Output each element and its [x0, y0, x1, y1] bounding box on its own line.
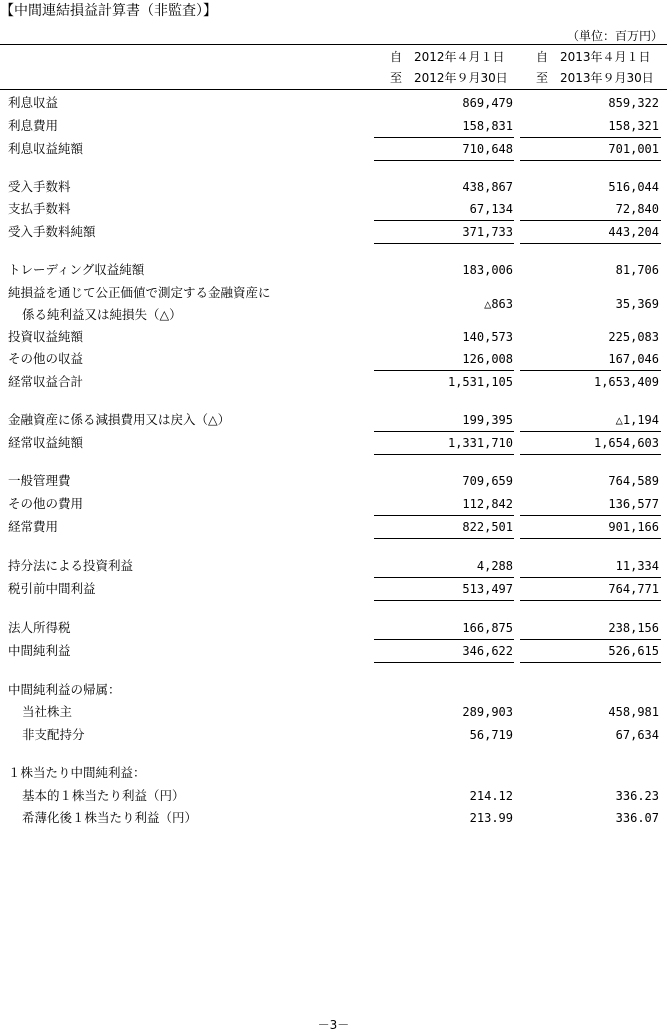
row-label: 金融資産に係る減損費用又は戻入（△） [8, 412, 231, 427]
row-label: 持分法による投資利益 [8, 558, 134, 573]
col2-period-start: 自 2013年４月１日 [536, 50, 651, 64]
row-value-2012: 346,622 [462, 644, 513, 658]
row-value-2013: 701,001 [608, 142, 659, 156]
row-value-2012: 140,573 [462, 330, 513, 344]
row-value-2012: 1,331,710 [447, 436, 513, 450]
page-number: －3－ [317, 1018, 350, 1032]
table-row [0, 115, 667, 137]
header-top-rule [0, 44, 667, 45]
table-row [0, 701, 667, 723]
table-row [0, 259, 667, 281]
row-value-2012: 822,501 [462, 520, 513, 534]
table-row [0, 282, 667, 324]
total-rule [520, 160, 661, 161]
table-row [0, 724, 667, 746]
row-value-2013: 336.07 [615, 811, 659, 825]
total-rule [520, 600, 661, 601]
total-rule [374, 600, 514, 601]
row-label-continued: 係る純利益又は純損失（△） [22, 307, 182, 322]
row-label: 支払手数料 [8, 201, 71, 216]
row-value-2013: 67,634 [615, 728, 659, 742]
table-row [0, 617, 667, 639]
row-value-2013: 516,044 [608, 180, 659, 194]
statement-title: 【中間連結損益計算書（非監査）】 [0, 3, 217, 19]
row-value-2013: 764,771 [608, 582, 659, 596]
row-value-2012: 4,288 [476, 559, 513, 573]
row-label: 中間純利益の帰属： [8, 682, 121, 697]
row-value-2013: 35,369 [615, 297, 659, 311]
row-value-2013: 443,204 [608, 225, 659, 239]
row-value-2012: 56,719 [469, 728, 513, 742]
row-label: 希薄化後１株当たり利益（円） [22, 810, 198, 825]
row-value-2012: 289,903 [462, 705, 513, 719]
row-value-2012: 214.12 [469, 789, 513, 803]
row-value-2012: 183,006 [462, 263, 513, 277]
row-value-2013: 238,156 [608, 621, 659, 635]
row-label: その他の費用 [8, 496, 84, 511]
row-label: 純損益を通じて公正価値で測定する金融資産に [8, 285, 271, 300]
table-row [0, 762, 667, 784]
row-label: 経常収益純額 [8, 435, 84, 450]
total-rule [374, 243, 514, 244]
table-row [0, 198, 667, 220]
table-row [0, 326, 667, 348]
row-label: 経常収益合計 [8, 374, 84, 389]
row-value-2013: 859,322 [608, 96, 659, 110]
row-label: 経常費用 [8, 519, 59, 534]
total-rule [374, 454, 514, 455]
table-row [0, 578, 667, 600]
row-value-2013: 764,589 [608, 474, 659, 488]
table-row [0, 516, 667, 538]
row-label: 基本的１株当たり利益（円） [22, 788, 185, 803]
row-value-2013: 526,615 [608, 644, 659, 658]
row-value-2012: 199,395 [462, 413, 513, 427]
table-row [0, 807, 667, 829]
table-row [0, 138, 667, 160]
total-rule [520, 538, 661, 539]
row-value-2012: 158,831 [462, 119, 513, 133]
row-value-2012: 869,479 [462, 96, 513, 110]
row-label: 受入手数料 [8, 179, 71, 194]
col2-period-end: 至 2013年９月30日 [536, 71, 654, 85]
row-label: 法人所得税 [8, 620, 71, 635]
row-value-2013: 458,981 [608, 705, 659, 719]
table-row [0, 176, 667, 198]
row-value-2013: 167,046 [608, 352, 659, 366]
row-value-2012: 166,875 [462, 621, 513, 635]
row-label: トレーディング収益純額 [8, 262, 145, 277]
unit-note: （単位：百万円） [566, 29, 663, 43]
row-value-2012: △863 [484, 297, 513, 311]
table-row [0, 432, 667, 454]
row-label: 非支配持分 [22, 727, 85, 742]
row-label: 受入手数料純額 [8, 224, 96, 239]
row-value-2012: 1,531,105 [447, 375, 513, 389]
row-value-2013: 225,083 [608, 330, 659, 344]
row-value-2013: 11,334 [615, 559, 659, 573]
table-row [0, 679, 667, 701]
row-label: 投資収益純額 [8, 329, 84, 344]
row-value-2012: 513,497 [462, 582, 513, 596]
row-value-2012: 67,134 [469, 202, 513, 216]
row-label: 利息収益純額 [8, 141, 84, 156]
row-value-2012: 709,659 [462, 474, 513, 488]
table-row [0, 785, 667, 807]
total-rule [374, 538, 514, 539]
row-value-2012: 710,648 [462, 142, 513, 156]
col1-period-start: 自 2012年４月１日 [390, 50, 505, 64]
row-value-2013: 1,653,409 [593, 375, 659, 389]
row-label: １株当たり中間純利益： [8, 765, 146, 780]
table-row [0, 470, 667, 492]
table-row [0, 371, 667, 393]
row-label: その他の収益 [8, 351, 84, 366]
row-value-2013: 336.23 [615, 789, 659, 803]
table-row [0, 640, 667, 662]
total-rule [374, 662, 514, 663]
row-label: 中間純利益 [8, 643, 71, 658]
row-value-2012: 126,008 [462, 352, 513, 366]
total-rule [520, 243, 661, 244]
table-row [0, 493, 667, 515]
row-value-2013: 81,706 [615, 263, 659, 277]
row-value-2013: 158,321 [608, 119, 659, 133]
row-value-2013: 136,577 [608, 497, 659, 511]
row-value-2013: △1,194 [615, 413, 659, 427]
row-label: 税引前中間利益 [8, 581, 96, 596]
row-label: 一般管理費 [8, 473, 71, 488]
row-value-2012: 371,733 [462, 225, 513, 239]
table-row [0, 555, 667, 577]
row-label: 当社株主 [22, 704, 73, 719]
row-value-2012: 112,842 [462, 497, 513, 511]
total-rule [374, 160, 514, 161]
row-value-2013: 1,654,603 [593, 436, 659, 450]
table-row [0, 409, 667, 431]
row-label: 利息費用 [8, 118, 59, 133]
col1-period-end: 至 2012年９月30日 [390, 71, 508, 85]
row-label: 利息収益 [8, 95, 59, 110]
row-value-2012: 438,867 [462, 180, 513, 194]
table-row [0, 221, 667, 243]
table-row [0, 348, 667, 370]
total-rule [520, 454, 661, 455]
row-value-2013: 901,166 [608, 520, 659, 534]
total-rule [520, 662, 661, 663]
row-value-2013: 72,840 [615, 202, 659, 216]
table-row [0, 92, 667, 114]
header-bottom-rule [0, 89, 667, 90]
row-value-2012: 213.99 [469, 811, 513, 825]
